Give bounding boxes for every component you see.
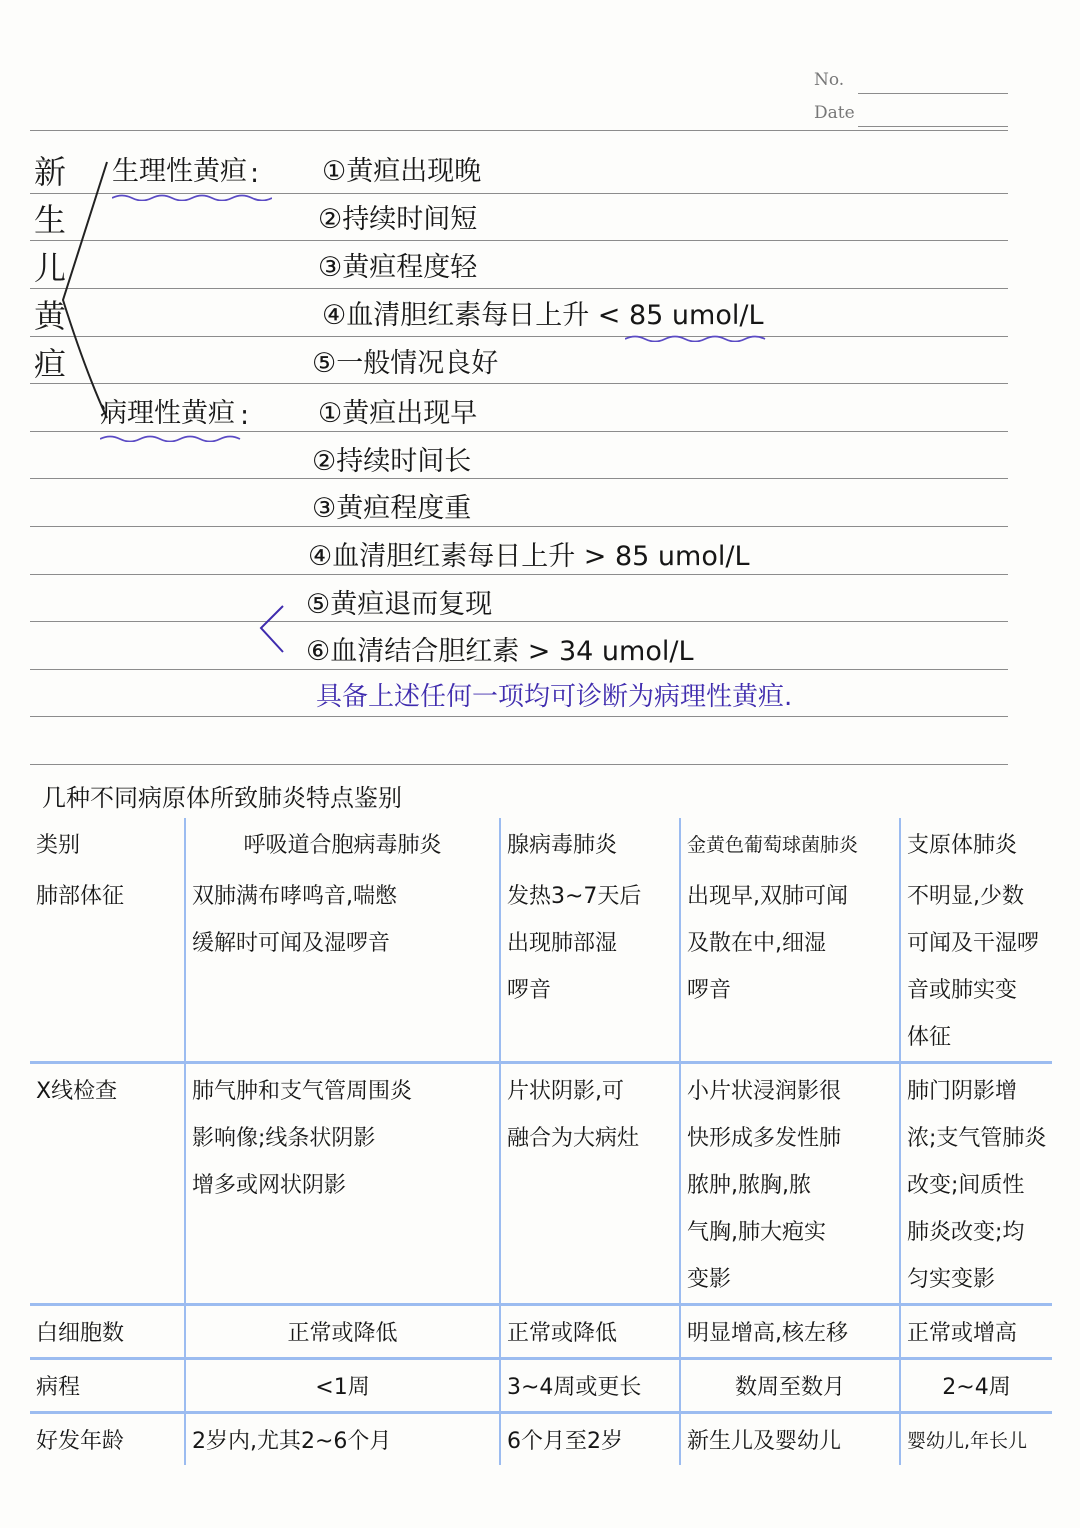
column-header: 类别 (36, 833, 81, 858)
table-row (30, 1305, 1052, 1359)
table-cell: 6个月至2岁 (500, 1413, 680, 1466)
column-header: 金黄色葡萄球菌肺炎 (680, 818, 900, 869)
physiological-item: ①黄疸出现晚 (322, 156, 482, 187)
table-cell: 2~4周 (900, 1359, 1052, 1413)
pathological-label: 病理性黄疸 (100, 398, 235, 429)
title-char: 疸 (33, 345, 66, 383)
pathological-item: ②持续时间长 (312, 446, 472, 477)
notebook-rule (30, 669, 1008, 670)
squiggle-underline (625, 334, 775, 342)
label-colon: : (250, 158, 260, 189)
table-cell: 正常或降低 (185, 1305, 500, 1359)
notebook-rule (30, 478, 1008, 479)
notebook-rule (30, 431, 1008, 432)
notebook-rule (30, 574, 1008, 575)
table-row (30, 1413, 1052, 1466)
physiological-label: 生理性黄疸 (112, 156, 247, 187)
table-row (30, 1359, 1052, 1413)
column-header: 支原体肺炎 (900, 818, 1052, 869)
notebook-rule (30, 336, 1008, 337)
table-cell: 出现早,双肺可闻 及散在中,细湿 啰音 (680, 869, 900, 1063)
table-cell: 发热3~7天后 出现肺部湿 啰音 (500, 869, 680, 1063)
pathological-item: ⑥血清结合胆红素 > 34 umol/L (306, 636, 694, 667)
date-label: Date (814, 103, 855, 123)
notebook-rule (30, 240, 1008, 241)
physiological-item: ②持续时间短 (318, 204, 478, 235)
table-row (30, 869, 1052, 1063)
no-label: No. (814, 70, 845, 90)
row-label: 好发年龄 (30, 1413, 185, 1466)
row-label: 肺部体征 (36, 884, 125, 909)
pathological-item: ①黄疸出现早 (318, 398, 478, 429)
squiggle-underline (100, 434, 250, 442)
notebook-rule (30, 130, 1008, 131)
table-cell: 婴幼儿,年长儿 (900, 1413, 1052, 1466)
row-label: X线检查 (30, 1063, 185, 1305)
table-title: 几种不同病原体所致肺炎特点鉴别 (42, 784, 402, 812)
physiological-item: ③黄疸程度轻 (318, 252, 478, 283)
table-header-row (30, 818, 1052, 869)
no-line (858, 93, 1008, 94)
brace-mark (255, 600, 295, 660)
table-cell: 肺门阴影增 浓;支气管肺炎 改变;间质性 肺炎改变;均 匀实变影 (900, 1063, 1052, 1305)
notebook-rule (30, 764, 1008, 765)
diagnosis-note: 具备上述任何一项均可诊断为病理性黄疸. (316, 682, 793, 712)
physiological-item: ⑤一般情况良好 (312, 348, 499, 379)
table-cell: <1周 (185, 1359, 500, 1413)
table-cell: 正常或降低 (500, 1305, 680, 1359)
date-line (858, 126, 1008, 127)
label-colon: : (240, 400, 250, 431)
notebook-rule (30, 526, 1008, 527)
table-cell: 3~4周或更长 (500, 1359, 680, 1413)
branch-bracket (55, 150, 115, 430)
row-label: 病程 (30, 1359, 185, 1413)
table-cell: 片状阴影,可 融合为大病灶 (500, 1063, 680, 1305)
table-cell: 小片状浸润影很 快形成多发性肺 脓肿,脓胸,脓 气胸,肺大疱实 变影 (680, 1063, 900, 1305)
pathological-item: ④血清胆红素每日上升 > 85 umol/L (308, 541, 750, 572)
notebook-rule (30, 621, 1008, 622)
title-char: 生 (33, 201, 66, 239)
pathological-item: ③黄疸程度重 (312, 493, 472, 524)
squiggle-underline (112, 193, 272, 201)
notebook-rule (30, 716, 1008, 717)
notebook-rule (30, 288, 1008, 289)
title-char: 新 (33, 153, 66, 191)
title-char: 黄 (33, 297, 66, 335)
table-cell: 新生儿及婴幼儿 (680, 1413, 900, 1466)
table-cell: 2岁内,尤其2~6个月 (185, 1413, 500, 1466)
table-cell: 明显增高,核左移 (680, 1305, 900, 1359)
column-header: 呼吸道合胞病毒肺炎 (185, 818, 500, 869)
table-cell: 正常或增高 (900, 1305, 1052, 1359)
physiological-item: ④血清胆红素每日上升 < 85 umol/L (322, 300, 764, 331)
title-char: 儿 (33, 249, 66, 287)
notebook-rule (30, 383, 1008, 384)
table-row (30, 1063, 1052, 1305)
table-cell: 肺气肿和支气管周围炎 影响像;线条状阴影 增多或网状阴影 (185, 1063, 500, 1305)
pathological-item: ⑤黄疸退而复现 (306, 589, 493, 620)
column-header: 腺病毒肺炎 (500, 818, 680, 869)
table-cell: 数周至数月 (680, 1359, 900, 1413)
table-cell: 不明显,少数 可闻及干湿啰 音或肺实变 体征 (900, 869, 1052, 1063)
table-cell: 双肺满布哮鸣音,喘憋 缓解时可闻及湿啰音 (185, 869, 500, 1063)
pneumonia-comparison-table (30, 818, 1052, 1465)
row-label: 白细胞数 (30, 1305, 185, 1359)
